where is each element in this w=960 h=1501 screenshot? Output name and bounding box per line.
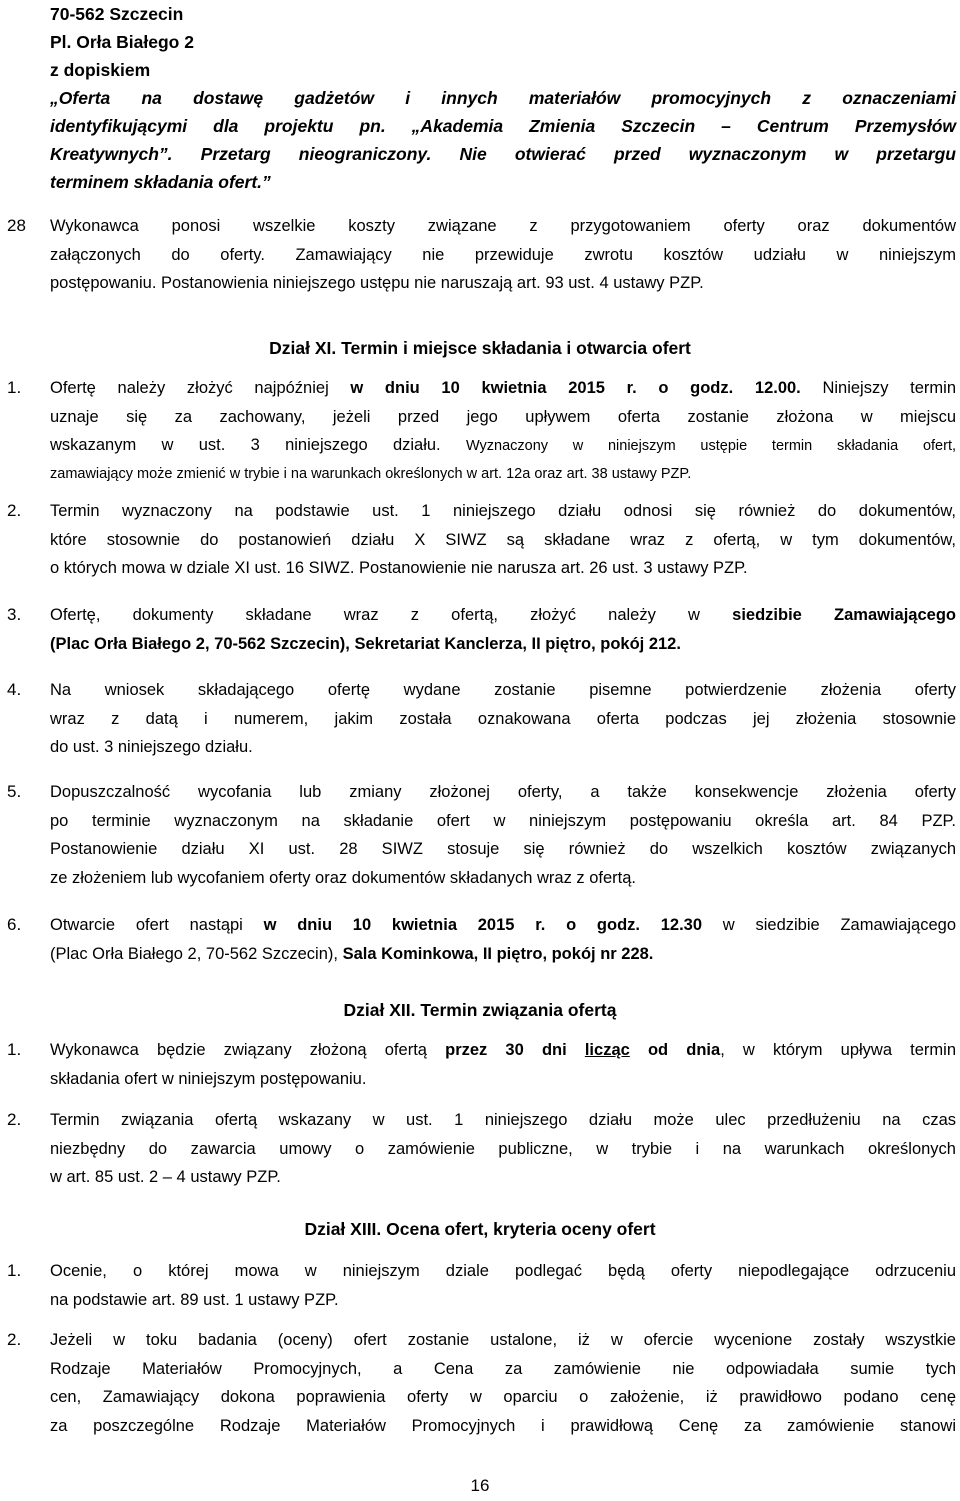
text-line: Termin związania ofertą wskazany w ust. 1 niniejszego działu może ulec przedłużeniu na czas: [50, 1111, 956, 1129]
text-line: Ofertę, dokumenty składane wraz z ofertą, złożyć należy w siedzibie Zamawiającego: [50, 606, 956, 624]
item-number: 4.: [7, 680, 22, 699]
item-number: 2.: [7, 1330, 22, 1349]
item-number: 2.: [7, 501, 22, 520]
text-line: po terminie wyznaczonym na składanie ofert w niniejszym postępowaniu określa art. 84 PZP.: [50, 811, 956, 830]
annotation-label: z dopiskiem: [50, 60, 151, 80]
text-line: Dopuszczalność wycofania lub zmiany złożonej oferty, a także konsekwencje złożenia oferty: [50, 783, 956, 801]
text-line: Na wniosek składającego ofertę wydane zostanie pisemne potwierdzenie złożenia oferty: [50, 681, 956, 699]
text-line: w art. 85 ust. 2 – 4 ustawy PZP.: [50, 1168, 281, 1186]
text-line: Termin wyznaczony na podstawie ust. 1 niniejszego działu odnosi się również do dokumentów,: [50, 502, 956, 520]
item-number: 3.: [7, 605, 22, 624]
text-line: do ust. 3 niniejszego działu.: [50, 738, 253, 756]
xi-item-2: [50, 497, 956, 583]
text-line: załączonych do oferty. Zamawiający nie przewiduje zwrotu kosztów udziału w niniejszym: [50, 245, 956, 264]
text-line: niezbędny do zawarcia umowy o zamówienie publiczne, w trybie i na warunkach określonych: [50, 1139, 956, 1158]
xi-item-1: [50, 374, 956, 488]
section-title: Dział XII. Termin związania ofertą: [343, 1000, 617, 1020]
text-line: Ofertę należy złożyć najpóźniej w dniu 10 kwietnia 2015 r. o godz. 12.00. Niniejszy termin: [50, 379, 956, 397]
xi-item-5: [50, 778, 956, 892]
text-line: zamawiający może zmienić w trybie i na warunkach określonych w art. 12a oraz art. 38 ustawy PZP.: [50, 465, 692, 482]
xiii-item-2: [50, 1326, 956, 1440]
text-line: wraz z datą i numerem, jakim została oznakowana oferta podczas jej złożenia stosownie: [50, 709, 956, 728]
text-line: Jeżeli w toku badania (oceny) ofert zostanie ustalone, iż w ofercie wycenione zostały wszystkie: [50, 1331, 956, 1349]
text-line: Otwarcie ofert nastąpi w dniu 10 kwietnia 2015 r. o godz. 12.30 w siedzibie Zamawiającego: [50, 916, 956, 934]
xi-item-6: [50, 911, 956, 968]
item-number: 1.: [7, 378, 22, 397]
item-number: 1.: [7, 1261, 22, 1280]
text-line: uznaje się za zachowany, jeżeli przed jego upływem oferta zostanie złożona w miejscu: [50, 407, 956, 426]
xii-item-1: [50, 1036, 956, 1093]
item-number: 6.: [7, 915, 22, 934]
text-line: na podstawie art. 89 ust. 1 ustawy PZP.: [50, 1290, 339, 1309]
item-number: 2.: [7, 1110, 22, 1129]
xi-item-3: [50, 601, 956, 658]
item-number: 28: [7, 216, 26, 235]
xi-item-4: [50, 676, 956, 762]
envelope-note-line-4: terminem składania ofert.”: [50, 172, 271, 192]
section-title: Dział XIII. Ocena ofert, kryteria oceny ofert: [304, 1219, 656, 1239]
text-line: (Plac Orła Białego 2, 70-562 Szczecin), Sala Kominkowa, II piętro, pokój nr 228.: [50, 944, 654, 963]
text-line: wskazanym w ust. 3 niniejszego działu. Wyznaczony w niniejszym ustępie termin składania ofert,: [50, 436, 956, 454]
envelope-note-line-2: identyfikującymi dla projektu pn. „Akademia Zmienia Szczecin – Centrum Przemysłów: [50, 116, 956, 136]
text-line: ze złożeniem lub wycofaniem oferty oraz dokumentów składanych wraz z ofertą.: [50, 868, 637, 887]
text-line: Wykonawca będzie związany złożoną ofertą przez 30 dni licząc od dnia, w którym upływa termin: [50, 1041, 956, 1059]
item-number: 1.: [7, 1040, 22, 1059]
address-city: 70-562 Szczecin: [50, 4, 184, 24]
xii-item-2: [50, 1106, 956, 1192]
text-line: cen, Zamawiający dokona poprawienia oferty w oparciu o założenie, iż prawidłowo podano cenę: [50, 1388, 956, 1406]
text-line: Wykonawca ponosi wszelkie koszty związane z przygotowaniem oferty oraz dokumentów: [50, 217, 956, 235]
envelope-note-line-3: Kreatywnych”. Przetarg nieograniczony. Nie otwierać przed wyznaczonym w przetargu: [50, 144, 956, 164]
section-title: Dział XI. Termin i miejsce składania i otwarcia ofert: [269, 338, 691, 358]
text-line: Ocenie, o której mowa w niniejszym dziale podlegać będą oferty niepodlegające odrzuceniu: [50, 1262, 956, 1280]
text-line: składania ofert w niniejszym postępowaniu.: [50, 1069, 367, 1088]
text-line: Rodzaje Materiałów Promocyjnych, a Cena za zamówienie nie odpowiadała sumie tych: [50, 1359, 956, 1378]
address-street: Pl. Orła Białego 2: [50, 32, 194, 52]
text-line: o których mowa w dziale XI ust. 16 SIWZ. Postanowienie nie narusza art. 26 ust. 3 ustawy PZP.: [50, 559, 748, 577]
envelope-note-line-1: „Oferta na dostawę gadżetów i innych materiałów promocyjnych z oznaczeniami: [50, 88, 956, 108]
text-line: Postanowienie działu XI ust. 28 SIWZ stosuje się również do wszelkich kosztów związanych: [50, 840, 956, 858]
xiii-item-1: [50, 1257, 956, 1314]
item-number: 5.: [7, 782, 22, 801]
text-line: postępowaniu. Postanowienia niniejszego ustępu nie naruszają art. 93 ust. 4 ustawy PZP.: [50, 274, 704, 292]
text-line: które stosownie do postanowień działu X SIWZ są składane wraz z ofertą, w tym dokumentów,: [50, 530, 956, 549]
page-number: 16: [470, 1476, 490, 1495]
text-line: za poszczególne Rodzaje Materiałów Promocyjnych i prawidłową Cenę za zamówienie stanowi: [50, 1416, 956, 1435]
address-header: [50, 0, 956, 196]
item-28-text: [50, 212, 956, 298]
text-line: (Plac Orła Białego 2, 70-562 Szczecin), Sekretariat Kanclerza, II piętro, pokój 212.: [50, 634, 681, 653]
